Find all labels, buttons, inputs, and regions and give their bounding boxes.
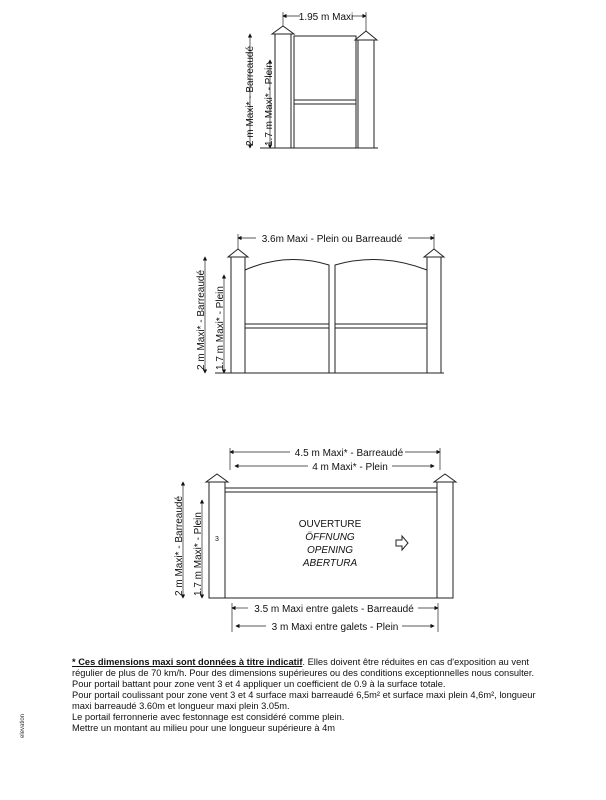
- notes-line-1: [72, 657, 592, 668]
- opening-label-fr: OUVERTURE: [298, 519, 362, 530]
- sliding-gate-height-inner-label: 1.7 m Maxi* - Plein: [193, 512, 204, 596]
- double-gate-drawing: [205, 234, 444, 373]
- double-gate-height-inner-label: 1.7 m Maxi* - Plein: [215, 286, 226, 370]
- single-gate-height-outer-label: 2 m Maxi* - Barreaudé: [245, 45, 256, 146]
- single-gate-width-label: 1.95 m Maxi: [298, 12, 354, 23]
- notes-line-3: Pour portail battant pour zone vent 3 et 4 appliquer un coefficient de 0.9 à la surface totale.: [72, 679, 446, 689]
- notes-block: [72, 657, 592, 734]
- double-gate-height-outer-label: 2 m Maxi* - Barreaudé: [196, 269, 207, 370]
- opening-label-de: ÖFFNUNG: [305, 532, 355, 543]
- sliding-gate-width-second-label: 4 m Maxi* - Plein: [312, 462, 388, 473]
- sliding-gate-bottom-second-label: 3 m Maxi entre galets - Plein: [271, 622, 399, 633]
- single-gate-height-inner-label: 1.7 m Maxi* - Plein: [264, 62, 275, 146]
- opening-label-en: OPENING: [306, 545, 354, 556]
- sliding-gate-width-top-label: 4.5 m Maxi* - Barreaudé: [294, 448, 404, 459]
- sliding-gate-bottom-first-label: 3.5 m Maxi entre galets - Barreaudé: [254, 604, 414, 615]
- sliding-gate-side-number: 3: [215, 536, 219, 543]
- notes-line-5: maxi barreaudé 3.60m et longueur maxi plein 3.05m.: [72, 701, 290, 711]
- notes-line-2: régulier de plus de 70 km/h. Pour des dimensions supérieures ou des conditions exceptionnelles nous consulter.: [72, 668, 535, 678]
- notes-line-4: Pour portail coulissant pour zone vent 3 et 4 surface maxi barreaudé 6,5m² et surface maxi plein 4,6m², longueur: [72, 690, 536, 700]
- notes-line1-rest: . Elles doivent être réduites en cas d'exposition au vent: [302, 657, 530, 667]
- sliding-gate-height-outer-label: 2 m Maxi* - Barreaudé: [174, 495, 185, 596]
- notes-line-6: Le portail ferronnerie avec festonnage est considéré comme plein.: [72, 712, 345, 722]
- side-tag: elevation: [20, 713, 26, 738]
- arrow-right-outline-icon: [396, 536, 408, 550]
- double-gate-width-label: 3.6m Maxi - Plein ou Barreaudé: [261, 234, 403, 245]
- opening-label-pt: ABERTURA: [302, 558, 358, 569]
- notes-bold-lead: * Ces dimensions maxi sont données à titre indicatif: [72, 657, 303, 667]
- notes-line-7: Mettre un montant au milieu pour une longueur supérieure à 4m: [72, 723, 336, 733]
